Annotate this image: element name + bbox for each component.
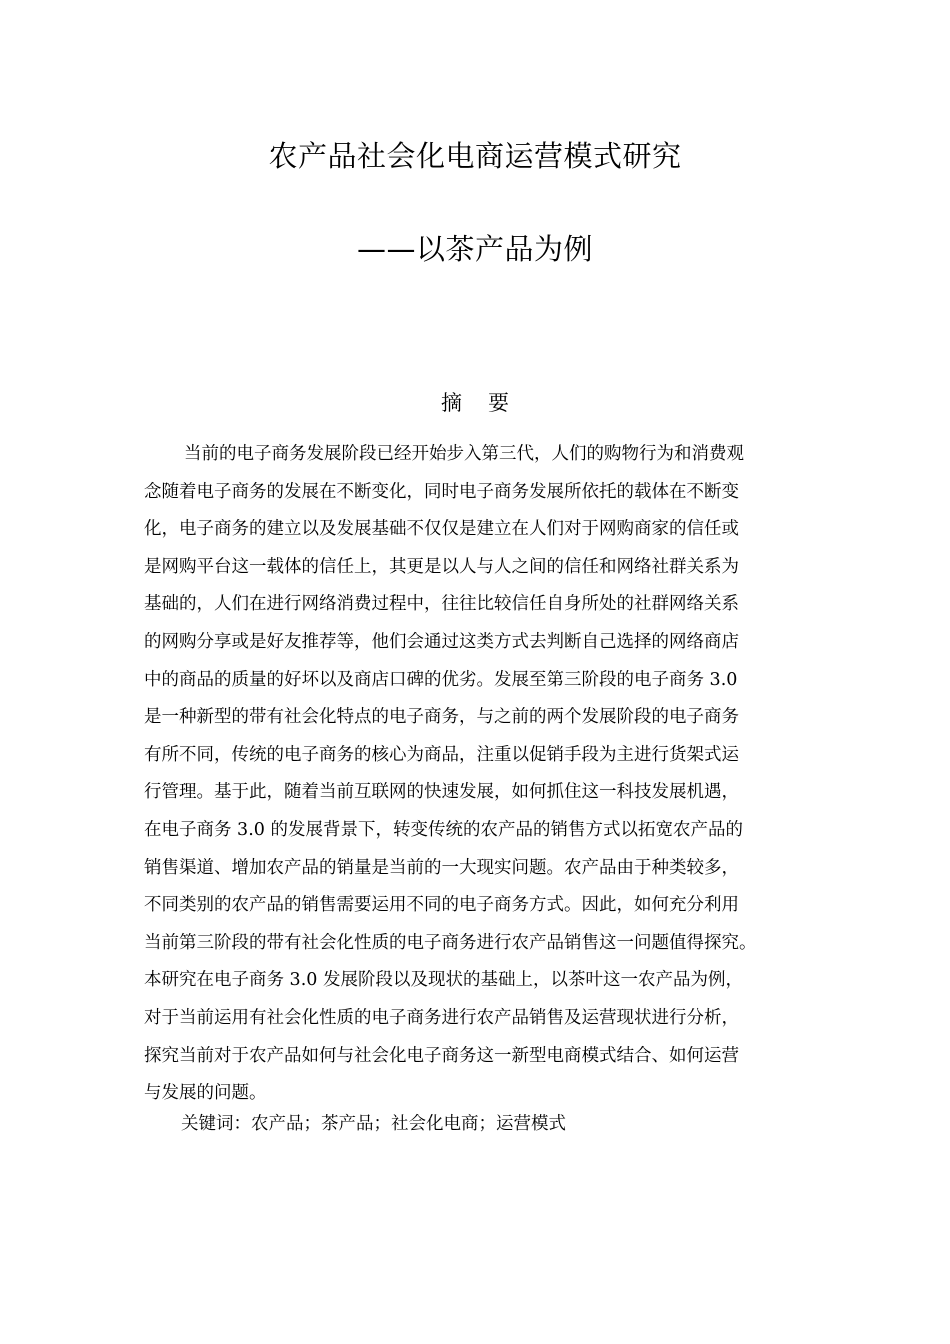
abstract-line: 与发展的问题。 bbox=[144, 1083, 267, 1104]
abstract-line: 是网购平台这一载体的信任上，其更是以人与人之间的信任和网络社群关系为 bbox=[144, 556, 739, 577]
abstract-line: 在电子商务 3.0 的发展背景下，转变传统的农产品的销售方式以拓宽农产品的 bbox=[144, 819, 743, 840]
abstract-line: 基础的，人们在进行网络消费过程中，往往比较信任自身所处的社群网络关系 bbox=[144, 594, 739, 615]
abstract-heading-char-2: 要 bbox=[488, 391, 509, 415]
abstract-heading-char-1: 摘 bbox=[441, 391, 462, 415]
abstract-body bbox=[144, 436, 824, 1113]
abstract-line: 有所不同，传统的电子商务的核心为商品，注重以促销手段为主进行货架式运 bbox=[144, 744, 739, 765]
abstract-line: 不同类别的农产品的销售需要运用不同的电子商务方式。因此，如何充分利用 bbox=[144, 895, 739, 916]
abstract-line: 销售渠道、增加农产品的销量是当前的一大现实问题。农产品由于种类较多， bbox=[144, 857, 739, 878]
paper-subtitle: ——以茶产品为例 bbox=[356, 232, 593, 266]
abstract-line: 是一种新型的带有社会化特点的电子商务，与之前的两个发展阶段的电子商务 bbox=[144, 707, 739, 728]
abstract-heading bbox=[0, 387, 950, 417]
abstract-line: 念随着电子商务的发展在不断变化，同时电子商务发展所依托的载体在不断变 bbox=[144, 481, 739, 502]
abstract-line: 化，电子商务的建立以及发展基础不仅仅是建立在人们对于网购商家的信任或 bbox=[144, 519, 739, 540]
abstract-line: 对于当前运用有社会化性质的电子商务进行农产品销售及运营现状进行分析， bbox=[144, 1007, 739, 1028]
abstract-line: 当前第三阶段的带有社会化性质的电子商务进行农产品销售这一问题值得探究。 bbox=[144, 932, 757, 953]
paper-title: 农产品社会化电商运营模式研究 bbox=[268, 139, 682, 173]
abstract-line: 行管理。基于此，随着当前互联网的快速发展，如何抓住这一科技发展机遇， bbox=[144, 782, 739, 803]
keywords-line: 关键词：农产品；茶产品；社会化电商；运营模式 bbox=[181, 1114, 566, 1134]
abstract-line: 当前的电子商务发展阶段已经开始步入第三代，人们的购物行为和消费观 bbox=[184, 444, 744, 464]
abstract-line: 本研究在电子商务 3.0 发展阶段以及现状的基础上，以茶叶这一农产品为例， bbox=[144, 970, 743, 991]
abstract-line: 中的商品的质量的好坏以及商店口碑的优劣。发展至第三阶段的电子商务 3.0 bbox=[144, 669, 738, 690]
abstract-line: 探究当前对于农产品如何与社会化电子商务这一新型电商模式结合、如何运营 bbox=[144, 1045, 739, 1066]
abstract-line: 的网购分享或是好友推荐等，他们会通过这类方式去判断自己选择的网络商店 bbox=[144, 631, 739, 652]
